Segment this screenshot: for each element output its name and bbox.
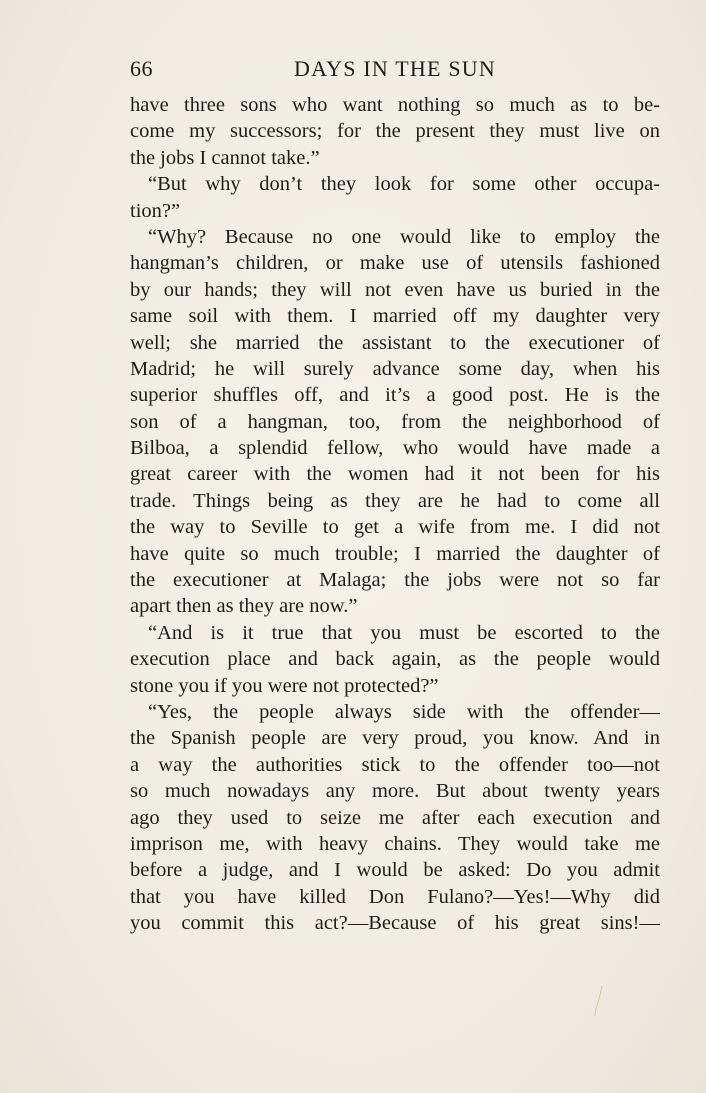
text-line: superior shuffles off, and it’s a good post. He is the (130, 384, 660, 407)
text-line: “But why don’t they look for some other occupa- (148, 173, 660, 196)
text-line: son of a hangman, too, from the neighborhood of (130, 410, 660, 433)
text-line: ago they used to seize me after each execution and (130, 806, 660, 829)
text-line: “And is it true that you must be escorted to the (148, 621, 660, 644)
text-line: execution place and back again, as the people would (130, 648, 660, 671)
text-line: “Why? Because no one would like to employ the (148, 225, 660, 248)
page-number: 66 (130, 56, 153, 81)
text-line: so much nowadays any more. But about twenty years (130, 780, 660, 803)
body-text (130, 92, 660, 937)
text-line: have three sons who want nothing so much as to be- (130, 94, 660, 116)
text-line: tion?” (130, 199, 181, 222)
text-line: imprison me, with heavy chains. They would take me (130, 832, 660, 855)
text-line: the jobs I cannot take.” (130, 146, 320, 169)
text-line: the Spanish people are very proud, you know. And in (130, 727, 660, 750)
text-line: have quite so much trouble; I married the daughter of (130, 542, 660, 565)
book-title: DAYS IN THE SUN (294, 56, 496, 81)
text-line: by our hands; they will not even have us buried in the (130, 278, 660, 301)
text-line: apart then as they are now.” (130, 595, 358, 618)
text-line: same soil with them. I married off my daughter very (130, 305, 660, 328)
text-line: that you have killed Don Fulano?—Yes!—Why did (130, 885, 660, 908)
text-line: come my successors; for the present they must live on (130, 120, 660, 143)
text-line: trade. Things being as they are he had to come all (130, 489, 660, 512)
text-line: a way the authorities stick to the offender too—not (130, 753, 660, 776)
text-line: the executioner at Malaga; the jobs were not so far (130, 569, 660, 592)
text-line: great career with the women had it not been for his (130, 463, 660, 486)
text-line: “Yes, the people always side with the offender— (148, 700, 660, 723)
text-line: you commit this act?—Because of his great sins!— (130, 912, 660, 935)
text-line: hangman’s children, or make use of utensils fashioned (130, 252, 660, 275)
text-line: well; she married the assistant to the executioner of (130, 331, 660, 354)
text-line: Bilboa, a splendid fellow, who would have made a (130, 437, 660, 460)
text-line: the way to Seville to get a wife from me. I did not (130, 516, 660, 539)
text-line: stone you if you were not protected?” (130, 674, 439, 697)
text-line: Madrid; he will surely advance some day, when his (130, 357, 660, 380)
pencil-mark (593, 985, 605, 1017)
text-line: before a judge, and I would be asked: Do you admit (130, 859, 660, 882)
running-head (130, 56, 660, 86)
